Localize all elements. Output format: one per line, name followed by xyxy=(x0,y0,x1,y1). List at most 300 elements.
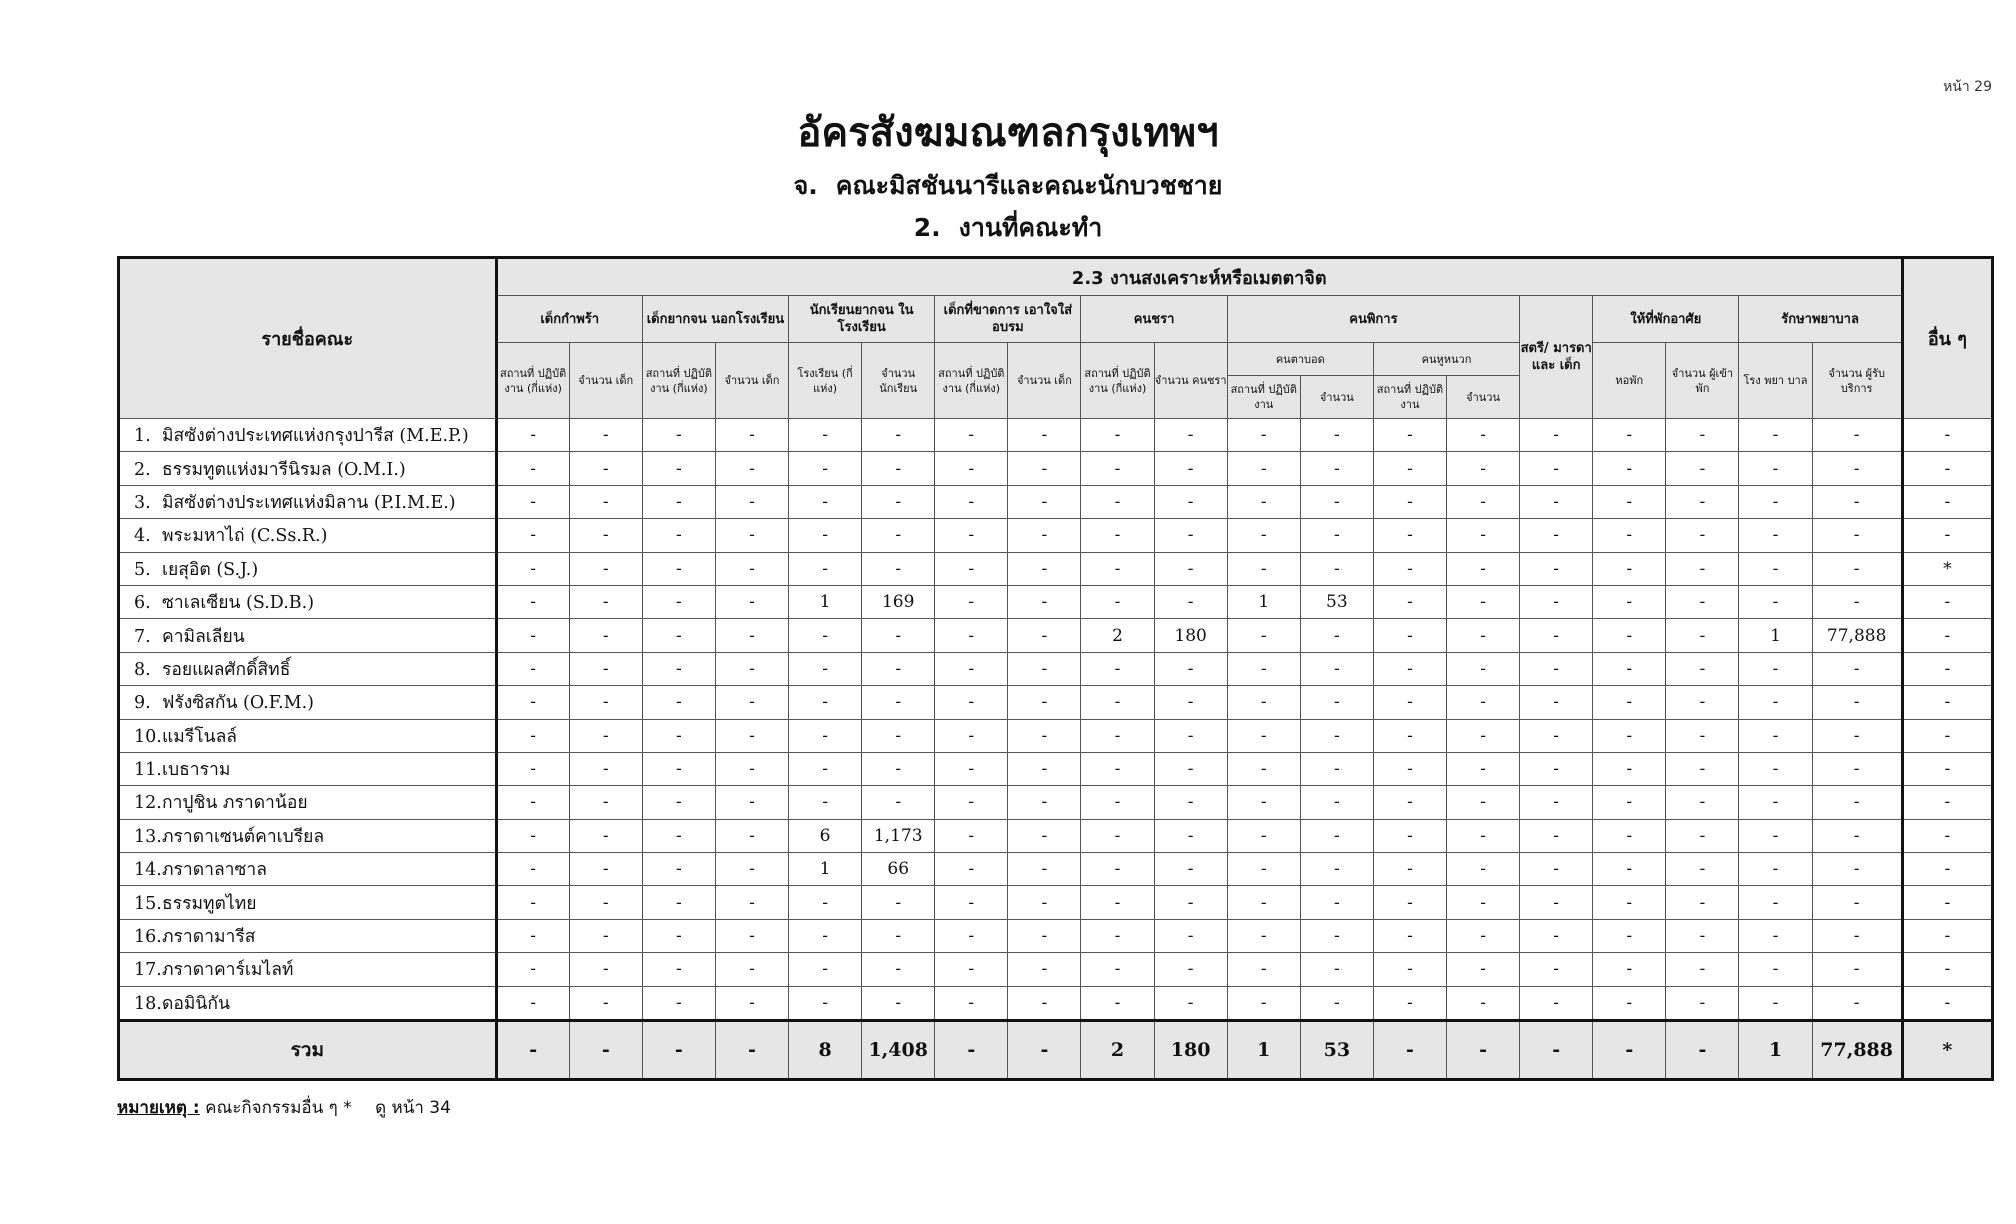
value-cell: - xyxy=(1902,719,1992,752)
value-cell: - xyxy=(789,419,862,452)
value-cell: - xyxy=(1739,686,1812,719)
value-cell: - xyxy=(1666,485,1739,518)
value-cell: - xyxy=(569,686,642,719)
value-cell: - xyxy=(496,619,569,652)
value-cell: - xyxy=(496,719,569,752)
value-cell: - xyxy=(715,452,788,485)
value-cell: - xyxy=(1227,619,1300,652)
value-cell: - xyxy=(1008,519,1081,552)
value-cell: - xyxy=(1081,853,1154,886)
value-cell: - xyxy=(862,986,935,1020)
table-row xyxy=(119,652,1993,685)
value-cell: 2 xyxy=(1081,619,1154,652)
value-cell: - xyxy=(715,752,788,785)
value-cell: - xyxy=(1447,919,1520,952)
value-cell: - xyxy=(1666,819,1739,852)
value-cell: - xyxy=(1739,752,1812,785)
congregation-name-cell xyxy=(119,519,497,552)
value-cell: - xyxy=(1300,819,1373,852)
row-number: 18. xyxy=(134,993,162,1014)
total-value-cell: - xyxy=(496,1021,569,1080)
table-row xyxy=(119,953,1993,986)
value-cell: - xyxy=(1447,452,1520,485)
value-cell: - xyxy=(642,619,715,652)
value-cell: - xyxy=(569,619,642,652)
value-cell: - xyxy=(1227,752,1300,785)
value-cell: - xyxy=(496,953,569,986)
value-cell: - xyxy=(1154,552,1227,585)
value-cell: - xyxy=(1902,819,1992,852)
value-cell: - xyxy=(1593,652,1666,685)
value-cell: - xyxy=(1666,986,1739,1020)
value-cell: - xyxy=(862,619,935,652)
congregation-name-cell xyxy=(119,786,497,819)
value-cell: - xyxy=(862,519,935,552)
group-header-poor-students: นักเรียนยากจน ในโรงเรียน xyxy=(789,296,935,343)
row-number: 9. xyxy=(134,693,151,714)
value-cell: - xyxy=(1008,652,1081,685)
total-value-cell: 1,408 xyxy=(862,1021,935,1080)
value-cell: - xyxy=(935,719,1008,752)
footnote-text: คณะกิจกรรมอื่น ๆ * xyxy=(205,1098,352,1118)
value-cell: - xyxy=(1739,419,1812,452)
row-number: 14. xyxy=(134,860,162,881)
value-cell: - xyxy=(1520,485,1593,518)
subtitle-subsection-text: งานที่คณะทำ xyxy=(958,213,1103,242)
value-cell: - xyxy=(1008,552,1081,585)
subtitle-subsection-number: 2. xyxy=(913,213,941,242)
value-cell: - xyxy=(1520,652,1593,685)
table-row xyxy=(119,752,1993,785)
total-value-cell: 180 xyxy=(1154,1021,1227,1080)
congregation-name-cell xyxy=(119,853,497,886)
value-cell: - xyxy=(1520,819,1593,852)
value-cell: - xyxy=(642,719,715,752)
value-cell: - xyxy=(1227,519,1300,552)
value-cell: - xyxy=(715,686,788,719)
value-cell: - xyxy=(1902,652,1992,685)
total-value-cell: - xyxy=(1447,1021,1520,1080)
value-cell: - xyxy=(496,419,569,452)
row-number: 15. xyxy=(134,893,162,914)
value-cell: - xyxy=(1154,819,1227,852)
value-cell: - xyxy=(569,986,642,1020)
value-cell: - xyxy=(1373,719,1446,752)
value-cell: - xyxy=(1902,452,1992,485)
value-cell: 1 xyxy=(1227,585,1300,618)
group-header-orphans: เด็กกำพร้า xyxy=(496,296,642,343)
table-row xyxy=(119,886,1993,919)
total-label: รวม xyxy=(119,1021,497,1080)
value-cell: - xyxy=(1739,585,1812,618)
total-value-cell: 1 xyxy=(1227,1021,1300,1080)
row-number: 3. xyxy=(134,492,151,513)
value-cell: - xyxy=(715,819,788,852)
value-cell: - xyxy=(569,719,642,752)
value-cell: - xyxy=(935,819,1008,852)
value-cell: - xyxy=(789,552,862,585)
congregation-name: รอยแผลศักดิ์สิทธิ์ xyxy=(162,659,291,680)
value-cell: - xyxy=(1081,485,1154,518)
table-footer xyxy=(119,1021,1993,1080)
value-cell: - xyxy=(1739,786,1812,819)
value-cell: - xyxy=(1520,853,1593,886)
value-cell: - xyxy=(642,786,715,819)
subtitle-section-number: จ. xyxy=(793,171,818,200)
congregation-name: ภราดาเซนต์คาเบรียล xyxy=(162,826,325,847)
value-cell: - xyxy=(1447,585,1520,618)
congregation-name-cell xyxy=(119,819,497,852)
value-cell: - xyxy=(1812,686,1902,719)
value-cell: - xyxy=(789,452,862,485)
value-cell: - xyxy=(1593,419,1666,452)
row-number: 2. xyxy=(134,459,151,480)
value-cell: - xyxy=(1902,953,1992,986)
congregation-name: เยสุอิต (S.J.) xyxy=(162,559,259,580)
value-cell: - xyxy=(789,719,862,752)
value-cell: - xyxy=(496,552,569,585)
value-cell: - xyxy=(1300,519,1373,552)
value-cell: - xyxy=(1300,919,1373,952)
value-cell: - xyxy=(1812,886,1902,919)
value-cell: - xyxy=(1447,552,1520,585)
congregation-name-cell xyxy=(119,485,497,518)
total-value-cell: - xyxy=(715,1021,788,1080)
value-cell: - xyxy=(1593,719,1666,752)
group-header-poor-children-outside-school: เด็กยากจน นอกโรงเรียน xyxy=(642,296,788,343)
value-cell: - xyxy=(1447,619,1520,652)
value-cell: - xyxy=(1008,886,1081,919)
value-cell: - xyxy=(642,919,715,952)
table-row xyxy=(119,686,1993,719)
value-cell: - xyxy=(1812,719,1902,752)
table-row xyxy=(119,986,1993,1020)
value-cell: - xyxy=(569,552,642,585)
value-cell: - xyxy=(1593,686,1666,719)
value-cell: - xyxy=(496,452,569,485)
value-cell: - xyxy=(569,752,642,785)
value-cell: - xyxy=(1666,652,1739,685)
value-cell: - xyxy=(789,619,862,652)
total-value-cell: - xyxy=(1666,1021,1739,1080)
value-cell: - xyxy=(1447,786,1520,819)
table-row xyxy=(119,419,1993,452)
value-cell: - xyxy=(1666,853,1739,886)
value-cell: - xyxy=(1520,552,1593,585)
value-cell: - xyxy=(1227,986,1300,1020)
value-cell: - xyxy=(1008,752,1081,785)
value-cell: - xyxy=(1154,719,1227,752)
value-cell: - xyxy=(1812,853,1902,886)
value-cell: - xyxy=(642,752,715,785)
value-cell: - xyxy=(1447,686,1520,719)
value-cell: - xyxy=(1812,452,1902,485)
value-cell: - xyxy=(1008,619,1081,652)
value-cell: - xyxy=(1008,853,1081,886)
table-body xyxy=(119,419,1993,1021)
value-cell: - xyxy=(1300,786,1373,819)
value-cell: - xyxy=(1373,585,1446,618)
value-cell: - xyxy=(1300,452,1373,485)
value-cell: - xyxy=(1154,652,1227,685)
value-cell: - xyxy=(496,786,569,819)
value-cell: - xyxy=(1812,585,1902,618)
value-cell: - xyxy=(935,919,1008,952)
value-cell: - xyxy=(1227,452,1300,485)
value-cell: - xyxy=(642,452,715,485)
table-row xyxy=(119,552,1993,585)
value-cell: - xyxy=(935,853,1008,886)
value-cell: - xyxy=(1008,786,1081,819)
value-cell: - xyxy=(1227,419,1300,452)
value-cell: - xyxy=(935,485,1008,518)
subheader-medical-patients: จำนวน ผู้รับบริการ xyxy=(1812,343,1902,419)
value-cell: - xyxy=(1593,786,1666,819)
value-cell: - xyxy=(1300,485,1373,518)
value-cell: - xyxy=(1902,686,1992,719)
value-cell: - xyxy=(1008,686,1081,719)
value-cell: - xyxy=(1593,552,1666,585)
subheader-blind-count: จำนวน xyxy=(1300,376,1373,419)
table-row xyxy=(119,819,1993,852)
subheader-orphans-count: จำนวน เด็ก xyxy=(569,343,642,419)
value-cell: - xyxy=(1008,485,1081,518)
value-cell: - xyxy=(1373,519,1446,552)
value-cell: - xyxy=(1154,452,1227,485)
value-cell: - xyxy=(1520,953,1593,986)
value-cell: - xyxy=(1520,585,1593,618)
value-cell: - xyxy=(715,986,788,1020)
value-cell: - xyxy=(862,419,935,452)
value-cell: - xyxy=(715,853,788,886)
value-cell: - xyxy=(496,752,569,785)
subheader-poor-children-places: สถานที่ ปฏิบัติงาน (กี่แห่ง) xyxy=(642,343,715,419)
subheader-poor-children-count: จำนวน เด็ก xyxy=(715,343,788,419)
value-cell: - xyxy=(642,886,715,919)
value-cell: - xyxy=(1812,552,1902,585)
value-cell: - xyxy=(1902,752,1992,785)
page-number: หน้า 29 xyxy=(1943,79,1992,95)
subheader-neglected-count: จำนวน เด็ก xyxy=(1008,343,1081,419)
value-cell: - xyxy=(935,752,1008,785)
value-cell: - xyxy=(642,986,715,1020)
value-cell: - xyxy=(715,919,788,952)
congregation-name: ภราดามารีส xyxy=(162,927,256,948)
value-cell: * xyxy=(1902,552,1992,585)
value-cell: - xyxy=(569,585,642,618)
value-cell: - xyxy=(496,819,569,852)
value-cell: - xyxy=(1081,452,1154,485)
value-cell: - xyxy=(1081,986,1154,1020)
subheader-orphans-places: สถานที่ ปฏิบัติงาน (กี่แห่ง) xyxy=(496,343,569,419)
congregation-name-cell xyxy=(119,719,497,752)
value-cell: - xyxy=(642,419,715,452)
total-value-cell: 77,888 xyxy=(1812,1021,1902,1080)
page-title: อัครสังฆมณฑลกรุงเทพฯ xyxy=(797,110,1219,156)
value-cell: - xyxy=(862,686,935,719)
value-cell: - xyxy=(1373,986,1446,1020)
value-cell: - xyxy=(569,886,642,919)
group-header-neglected-children: เด็กที่ขาดการ เอาใจใส่อบรม xyxy=(935,296,1081,343)
value-cell: - xyxy=(569,786,642,819)
value-cell: - xyxy=(1739,485,1812,518)
value-cell: - xyxy=(1373,786,1446,819)
congregation-name-cell xyxy=(119,886,497,919)
value-cell: 1 xyxy=(789,585,862,618)
value-cell: 1 xyxy=(789,853,862,886)
value-cell: - xyxy=(1739,986,1812,1020)
congregation-name: พระมหาไถ่ (C.Ss.R.) xyxy=(162,526,328,547)
value-cell: - xyxy=(1593,585,1666,618)
value-cell: - xyxy=(1593,452,1666,485)
value-cell: - xyxy=(1666,419,1739,452)
value-cell: - xyxy=(1008,819,1081,852)
value-cell: - xyxy=(1154,919,1227,952)
value-cell: - xyxy=(1812,519,1902,552)
value-cell: 53 xyxy=(1300,585,1373,618)
table-row xyxy=(119,786,1993,819)
value-cell: - xyxy=(569,919,642,952)
value-cell: - xyxy=(789,953,862,986)
congregation-name: เบธาราม xyxy=(162,760,231,781)
value-cell: - xyxy=(1902,619,1992,652)
value-cell: - xyxy=(715,619,788,652)
value-cell: - xyxy=(496,886,569,919)
value-cell: - xyxy=(1447,819,1520,852)
value-cell: - xyxy=(1081,919,1154,952)
value-cell: - xyxy=(1902,853,1992,886)
value-cell: - xyxy=(496,919,569,952)
group-header-disabled: คนพิการ xyxy=(1227,296,1519,343)
congregation-name-cell xyxy=(119,652,497,685)
value-cell: - xyxy=(496,485,569,518)
value-cell: - xyxy=(642,686,715,719)
congregation-name-cell xyxy=(119,419,497,452)
value-cell: - xyxy=(642,485,715,518)
value-cell: - xyxy=(1520,786,1593,819)
subgroup-header-blind: คนตาบอด xyxy=(1227,343,1373,376)
value-cell: - xyxy=(1300,752,1373,785)
value-cell: - xyxy=(496,519,569,552)
value-cell: - xyxy=(715,519,788,552)
value-cell: - xyxy=(1081,886,1154,919)
value-cell: - xyxy=(862,919,935,952)
table-header xyxy=(119,258,1993,419)
value-cell: - xyxy=(1593,485,1666,518)
subtitle-section-text: คณะมิสชันนารีและคณะนักบวชชาย xyxy=(835,171,1223,200)
value-cell: - xyxy=(1447,853,1520,886)
value-cell: - xyxy=(496,686,569,719)
value-cell: - xyxy=(1154,953,1227,986)
group-header-elderly: คนชรา xyxy=(1081,296,1227,343)
value-cell: - xyxy=(1593,986,1666,1020)
total-value-cell: 53 xyxy=(1300,1021,1373,1080)
congregation-name: มิสซังต่างประเทศแห่งมิลาน (P.I.M.E.) xyxy=(162,492,456,513)
value-cell: - xyxy=(1666,752,1739,785)
table-row xyxy=(119,853,1993,886)
row-number: 17. xyxy=(134,960,162,981)
congregation-name-cell xyxy=(119,752,497,785)
value-cell: - xyxy=(1227,652,1300,685)
value-cell: - xyxy=(789,485,862,518)
total-value-cell: - xyxy=(642,1021,715,1080)
value-cell: - xyxy=(1812,819,1902,852)
total-value-cell: * xyxy=(1902,1021,1992,1080)
value-cell: - xyxy=(862,953,935,986)
value-cell: - xyxy=(1739,719,1812,752)
value-cell: - xyxy=(935,452,1008,485)
value-cell: - xyxy=(862,786,935,819)
congregation-name: ธรรมทูตไทย xyxy=(162,893,257,914)
subheader-shelter-dorms: หอพัก xyxy=(1593,343,1666,419)
value-cell: - xyxy=(1902,986,1992,1020)
value-cell: - xyxy=(715,886,788,919)
congregation-name-cell xyxy=(119,986,497,1020)
name-column-header: รายชื่อคณะ xyxy=(119,258,497,419)
value-cell: - xyxy=(862,719,935,752)
value-cell: 66 xyxy=(862,853,935,886)
value-cell: - xyxy=(569,953,642,986)
congregation-name-cell xyxy=(119,686,497,719)
congregation-name: มิสซังต่างประเทศแห่งกรุงปารีส (M.E.P.) xyxy=(162,426,469,447)
value-cell: - xyxy=(1227,719,1300,752)
value-cell: - xyxy=(1520,452,1593,485)
value-cell: - xyxy=(1447,652,1520,685)
value-cell: - xyxy=(1373,752,1446,785)
value-cell: - xyxy=(1593,519,1666,552)
table-row xyxy=(119,719,1993,752)
value-cell: - xyxy=(935,552,1008,585)
value-cell: - xyxy=(1447,419,1520,452)
value-cell: 1 xyxy=(1739,619,1812,652)
value-cell: - xyxy=(1373,419,1446,452)
value-cell: - xyxy=(1812,419,1902,452)
total-value-cell: - xyxy=(935,1021,1008,1080)
value-cell: - xyxy=(1666,585,1739,618)
footnote xyxy=(117,1094,451,1121)
section-header: 2.3 งานสงเคราะห์หรือเมตตาจิต xyxy=(496,258,1902,296)
value-cell: - xyxy=(1227,786,1300,819)
value-cell: - xyxy=(1666,519,1739,552)
value-cell: - xyxy=(1373,819,1446,852)
value-cell: 1,173 xyxy=(862,819,935,852)
value-cell: - xyxy=(1902,786,1992,819)
value-cell: - xyxy=(1300,953,1373,986)
value-cell: - xyxy=(1520,886,1593,919)
value-cell: - xyxy=(715,585,788,618)
value-cell: - xyxy=(1739,452,1812,485)
value-cell: - xyxy=(1666,619,1739,652)
value-cell: - xyxy=(862,652,935,685)
value-cell: - xyxy=(1812,986,1902,1020)
value-cell: 6 xyxy=(789,819,862,852)
value-cell: - xyxy=(1447,719,1520,752)
value-cell: - xyxy=(935,652,1008,685)
row-number: 16. xyxy=(134,927,162,948)
welfare-work-table xyxy=(117,256,1994,1081)
other-column-header: อื่น ๆ xyxy=(1902,258,1992,419)
congregation-name-cell xyxy=(119,552,497,585)
value-cell: - xyxy=(1081,552,1154,585)
congregation-name: แมรีโนลล์ xyxy=(162,726,238,747)
congregation-name-cell xyxy=(119,953,497,986)
value-cell: - xyxy=(1520,419,1593,452)
value-cell: - xyxy=(1227,552,1300,585)
subheader-shelter-residents: จำนวน ผู้เข้าพัก xyxy=(1666,343,1739,419)
value-cell: - xyxy=(1520,619,1593,652)
value-cell: - xyxy=(1739,919,1812,952)
value-cell: - xyxy=(1520,719,1593,752)
